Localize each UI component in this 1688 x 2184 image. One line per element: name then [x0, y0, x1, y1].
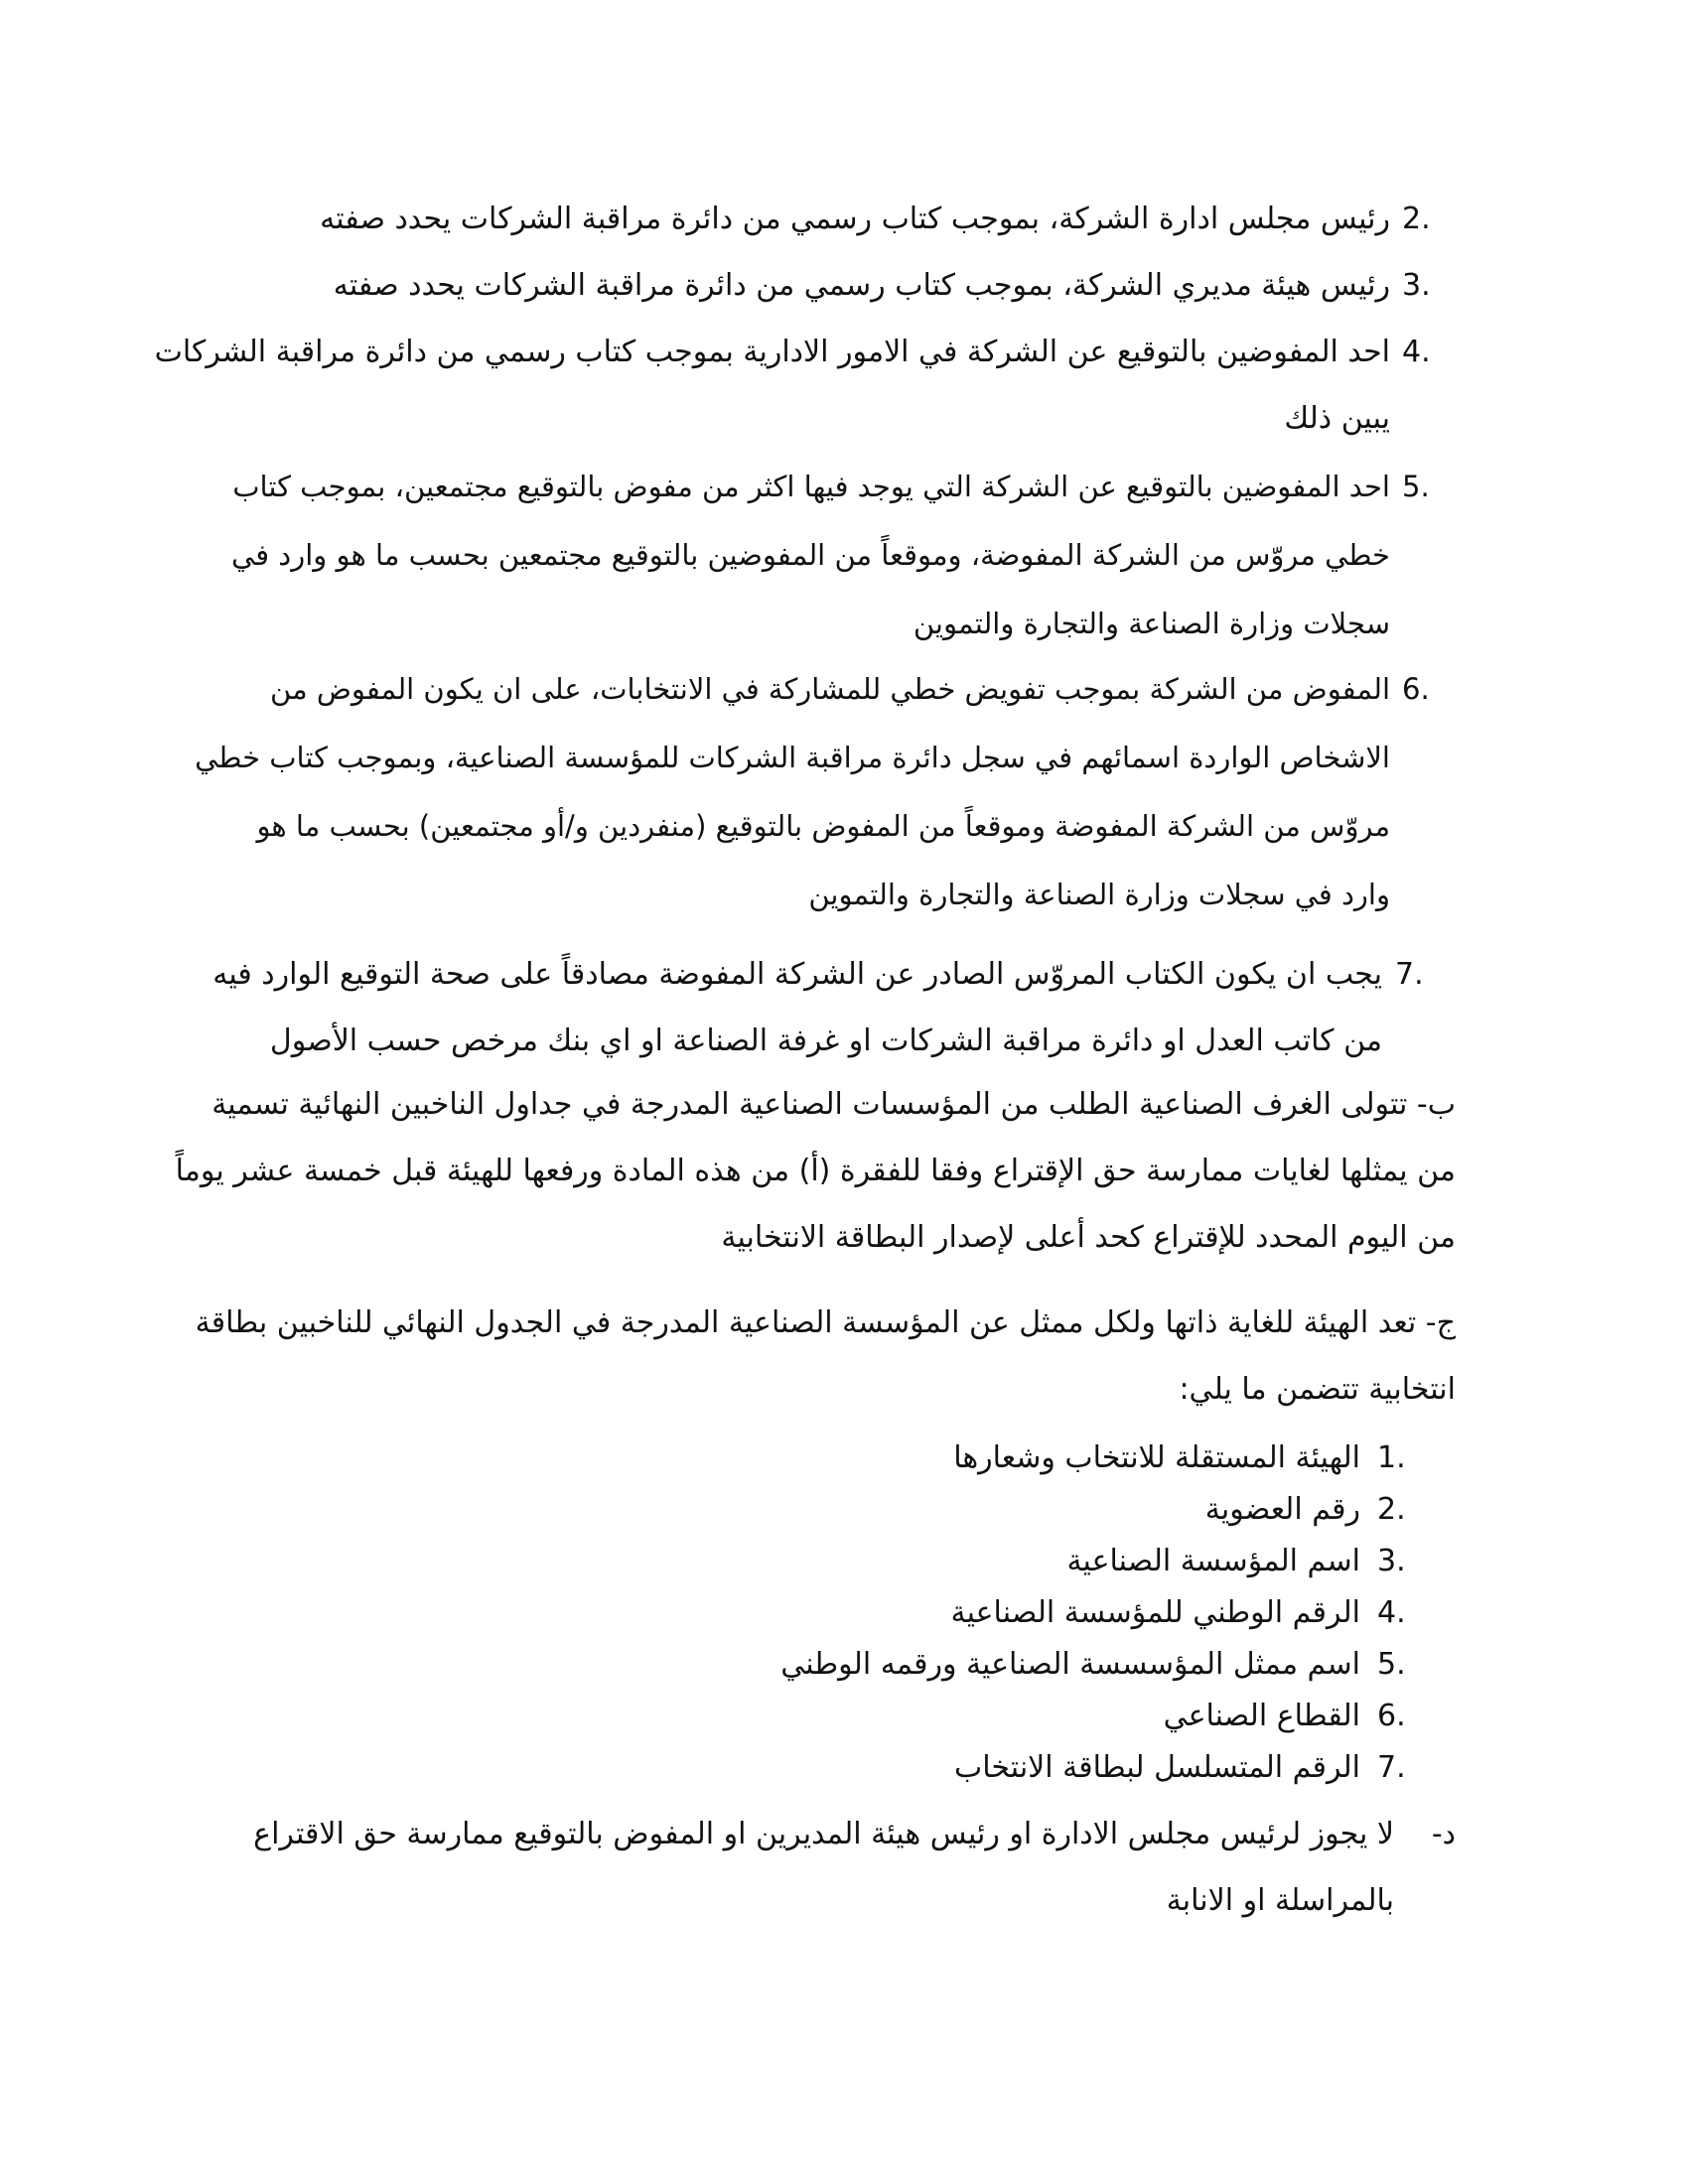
item-2-number: 2. [1402, 202, 1431, 236]
card-item-4-number: 4. [1377, 1595, 1406, 1630]
card-item-5-text: اسم ممثل المؤسسسة الصناعية ورقمه الوطني [780, 1647, 1360, 1682]
card-item-6-text: القطاع الصناعي [1163, 1699, 1360, 1733]
item-7-number: 7. [1395, 957, 1424, 992]
section-d-line-1: لا يجوز لرئيس مجلس الادارة او رئيس هيئة المديرين او المفوض بالتوقيع ممارسة حق الاقتراع [253, 1817, 1394, 1851]
item-7-text-line-2: من كاتب العدل او دائرة مراقبة الشركات او غرفة الصناعة او اي بنك مرخص حسب الأصول [269, 1024, 1382, 1058]
card-item-3-number: 3. [1377, 1544, 1406, 1578]
section-d-marker: د- [1431, 1817, 1456, 1851]
item-4-text-line-2: يبين ذلك [1284, 401, 1390, 436]
section-c-line-2: انتخابية تتضمن ما يلي: [1179, 1372, 1456, 1407]
item-4-number: 4. [1402, 335, 1431, 369]
card-item-7-text: الرقم المتسلسل لبطاقة الانتخاب [954, 1750, 1360, 1785]
item-6-text-line-3: مروّس من الشركة المفوضة وموقعاً من المفوض بالتوقيع (منفردين و/أو مجتمعين) بحسب ما هو [256, 809, 1390, 843]
item-6-text-line-1: المفوض من الشركة بموجب تفويض خطي للمشاركة في الانتخابات، على ان يكون المفوض من [270, 672, 1390, 706]
item-6-number: 6. [1402, 672, 1430, 706]
item-3-text: رئيس هيئة مديري الشركة، بموجب كتاب رسمي من دائرة مراقبة الشركات يحدد صفته [333, 268, 1390, 303]
item-6-text-line-4: وارد في سجلات وزارة الصناعة والتجارة والتموين [808, 878, 1390, 911]
item-3-number: 3. [1402, 268, 1431, 303]
section-d-line-2: بالمراسلة او الانابة [1166, 1883, 1394, 1918]
card-item-5-number: 5. [1377, 1647, 1406, 1682]
item-5-number: 5. [1402, 470, 1430, 503]
section-b-line-1: ب- تتولى الغرف الصناعية الطلب من المؤسسات الصناعية المدرجة في جداول الناخبين النهائية تسمية [211, 1087, 1456, 1122]
card-item-3-text: اسم المؤسسة الصناعية [1066, 1544, 1360, 1578]
section-c-line-1: ج- تعد الهيئة للغاية ذاتها ولكل ممثل عن المؤسسة الصناعية المدرجة في الجدول النهائي للناخبين بطاقة [195, 1305, 1456, 1340]
card-item-2-number: 2. [1377, 1492, 1406, 1527]
card-item-1-number: 1. [1377, 1440, 1406, 1475]
card-item-4-text: الرقم الوطني للمؤسسة الصناعية [950, 1595, 1360, 1630]
item-6-text-line-2: الاشخاص الواردة اسمائهم في سجل دائرة مراقبة الشركات للمؤسسة الصناعية، وبموجب كتاب خطي [195, 741, 1390, 774]
item-7-text-line-1: يجب ان يكون الكتاب المروّس الصادر عن الشركة المفوضة مصادقاً على صحة التوقيع الوارد فيه [212, 957, 1382, 992]
item-5-text-line-2: خطي مروّس من الشركة المفوضة، وموقعاً من المفوضين بالتوقيع مجتمعين بحسب ما هو وارد في [231, 538, 1390, 572]
item-2-text: رئيس مجلس ادارة الشركة، بموجب كتاب رسمي من دائرة مراقبة الشركات يحدد صفته [320, 202, 1390, 236]
item-4-text-line-1: احد المفوضين بالتوقيع عن الشركة في الامور الادارية بموجب كتاب رسمي من دائرة مراقبة الشركات [154, 335, 1390, 369]
section-b-line-2: من يمثلها لغايات ممارسة حق الإقتراع وفقا للفقرة (أ) من هذه المادة ورفعها للهيئة قبل خمسة عشر يوماً [175, 1154, 1456, 1188]
item-5-text-line-1: احد المفوضين بالتوقيع عن الشركة التي يوجد فيها اكثر من مفوض بالتوقيع مجتمعين، بموجب كتاب [232, 470, 1390, 503]
item-5-text-line-3: سجلات وزارة الصناعة والتجارة والتموين [913, 607, 1390, 640]
section-b-line-3: من اليوم المحدد للإقتراع كحد أعلى لإصدار البطاقة الانتخابية [721, 1220, 1456, 1255]
card-item-2-text: رقم العضوية [1204, 1492, 1360, 1527]
card-item-7-number: 7. [1377, 1750, 1406, 1785]
card-item-1-text: الهيئة المستقلة للانتخاب وشعارها [953, 1440, 1360, 1475]
card-item-6-number: 6. [1377, 1699, 1406, 1733]
